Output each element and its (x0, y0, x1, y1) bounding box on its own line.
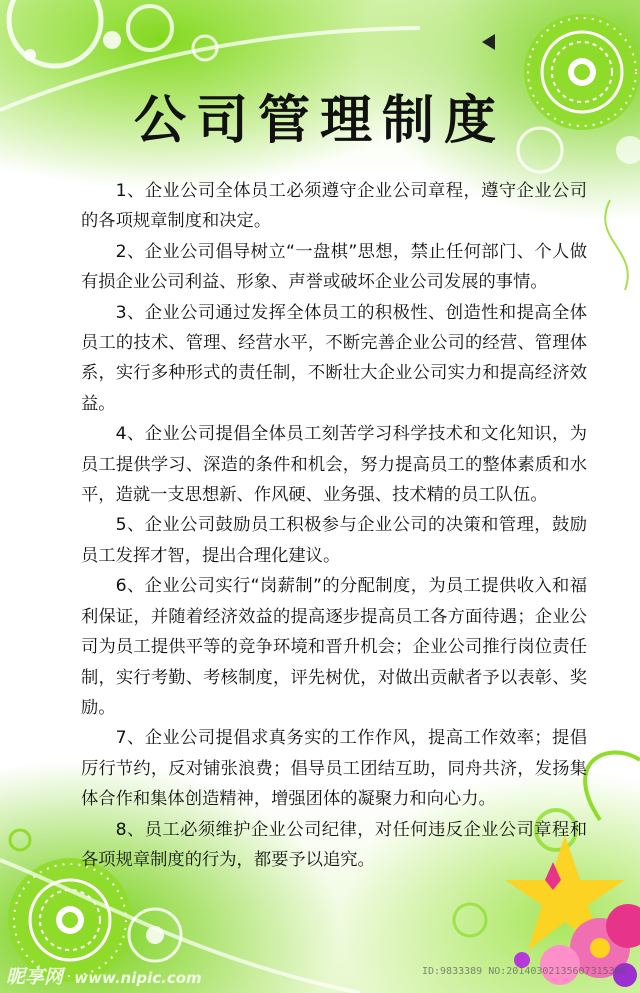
rules-list (81, 176, 587, 875)
rule-item: 5、企业公司鼓励员工积极参与企业公司的决策和管理，鼓励员工发挥才智，提出合理化建议。 (81, 515, 587, 566)
rule-item: 4、企业公司提倡全体员工刻苦学习科学技术和文化知识，为员工提供学习、深造的条件和机会，努力提高员工的整体素质和水平，造就一支思想新、作风硬、业务强、技术精的员工队伍。 (81, 424, 587, 506)
watermark-logo-text: 昵享网 (6, 966, 64, 988)
rule-item: 7、企业公司提倡求真务实的工作作风，提高工作效率；提倡厉行节约，反对铺张浪费；倡导员工团结互助，同舟共济，发扬集体合作和集体创造精神，增强团体的凝聚力和向心力。 (81, 728, 587, 810)
rule-item: 3、企业公司通过发挥全体员工的积极性、创造性和提高全体员工的技术、管理、经营水平，不断完善企业公司的经营、管理体系，实行多种形式的责任制，不断壮大企业公司实力和提高经济效益。 (81, 302, 587, 414)
watermark-id: ID:9833389 NO:20140302135607315306 (422, 966, 627, 977)
watermark-site: www.nipic.com (74, 969, 202, 987)
page-title: 公司管理制度 (133, 91, 506, 151)
rule-item: 6、企业公司实行“岗薪制”的分配制度，为员工提供收入和福利保证，并随着经济效益的提高逐步提高员工各方面待遇；企业公司为员工提供平等的竞争环境和晋升机会；企业公司推行岗位责任制，实行考勤、考核制度，评先树优，对做出贡献者予以表彰、奖励。 (81, 576, 587, 718)
rule-item: 8、员工必须维护企业公司纪律，对任何违反企业公司章程和各项规章制度的行为，都要予以追究。 (81, 819, 587, 870)
watermark-logo (6, 962, 202, 989)
arrow-icon (482, 34, 495, 50)
rule-item: 2、企业公司倡导树立“一盘棋”思想，禁止任何部门、个人做有损企业公司利益、形象、声誉或破坏企业公司发展的事情。 (81, 241, 587, 293)
rule-item: 1、企业公司全体员工必须遵守企业公司章程，遵守企业公司的各项规章制度和决定。 (81, 181, 587, 232)
